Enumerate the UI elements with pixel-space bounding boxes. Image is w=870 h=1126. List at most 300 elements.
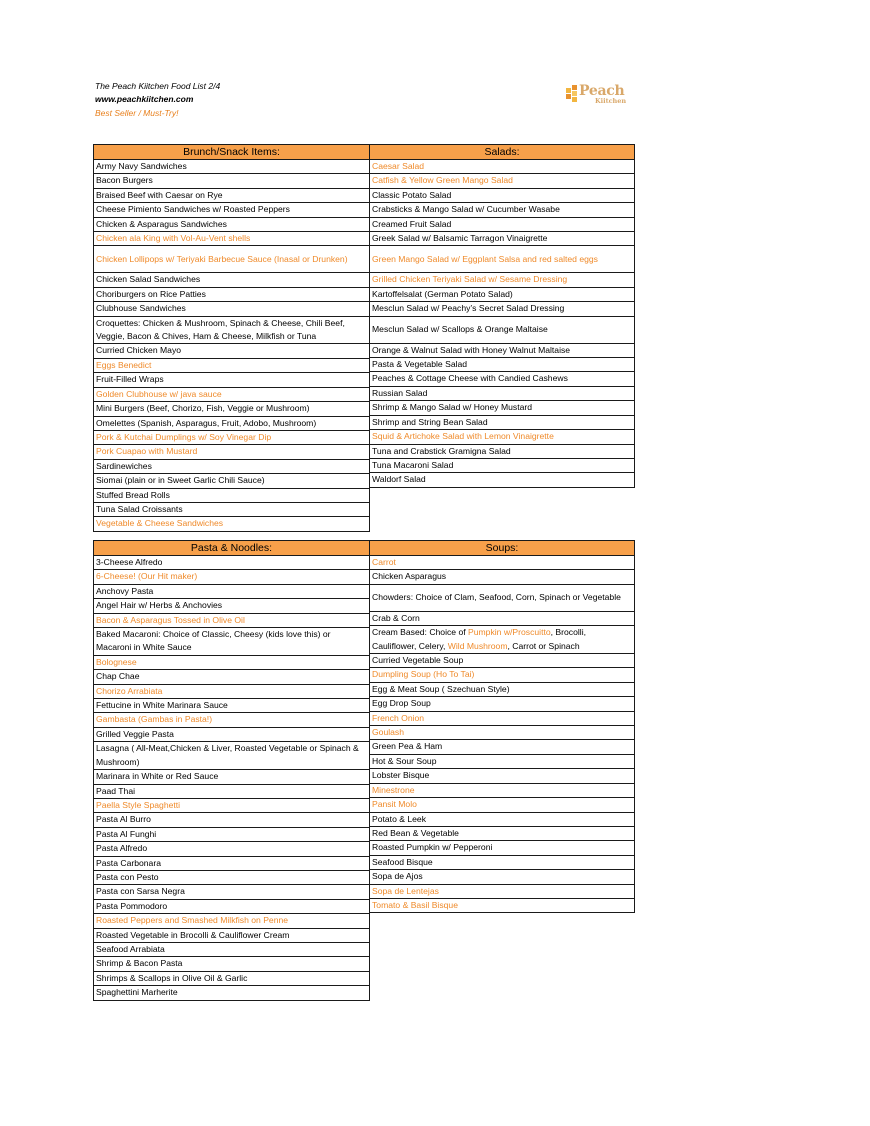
brunch-item-text [94, 416, 370, 430]
item-text-segment: Chicken Salad Sandwiches [96, 274, 201, 285]
pasta-item-text [94, 827, 370, 841]
pasta-item [94, 813, 370, 827]
peach-kitchen-logo [565, 82, 625, 108]
brunch-item-text [94, 188, 370, 202]
pasta-item-text [94, 770, 370, 784]
salad-item [370, 386, 635, 400]
item-text-segment: Pork & Kutchai Dumplings w/ Soy Vinegar Dip [96, 431, 272, 442]
brunch-item [94, 174, 370, 188]
salad-item [370, 217, 635, 231]
brunch-item-text [94, 232, 370, 246]
salad-item-text [370, 401, 635, 415]
item-text-segment: Minestrone [372, 784, 415, 795]
brunch-item-text [94, 474, 370, 488]
brunch-item [94, 488, 370, 502]
pasta-item [94, 870, 370, 884]
item-text-segment: Eggs Benedict [96, 359, 152, 370]
salad-item-text [370, 246, 635, 273]
item-text-segment: Cream Based: Choice of [372, 627, 469, 638]
item-text-segment: Pasta con Pesto [96, 871, 159, 882]
soup-item [370, 798, 635, 812]
item-text-segment: Gambasta (Gambas in Pasta!) [96, 714, 213, 725]
item-text-segment: Paad Thai [96, 785, 136, 796]
pasta-item [94, 971, 370, 985]
item-text-segment: Creamed Fruit Salad [372, 218, 452, 229]
item-text-segment: Wild Mushroom [447, 640, 508, 651]
item-text-segment: Marinara in White or Red Sauce [96, 771, 219, 782]
item-text-segment: Chicken Asparagus [372, 571, 447, 582]
pasta-item-text [94, 556, 370, 570]
item-text-segment: Grilled Veggie Pasta [96, 728, 174, 739]
item-text-segment: Green Pea & Ham [372, 741, 443, 752]
salad-item-text [370, 188, 635, 202]
brunch-item [94, 316, 370, 344]
soup-item-text [370, 884, 635, 898]
brunch-item [94, 287, 370, 301]
item-text-segment: Orange & Walnut Salad with Honey Walnut Maltaise [372, 344, 571, 355]
brunch-item-text [94, 502, 370, 516]
brunch-item [94, 430, 370, 444]
best-seller-legend: Best Seller / Must-Try! [95, 108, 179, 118]
pasta-item-text [94, 570, 370, 584]
item-text-segment: Egg & Meat Soup ( Szechuan Style) [372, 683, 510, 694]
item-text-segment: Seafood Bisque [372, 856, 433, 867]
item-text-segment: Seafood Arrabiata [96, 943, 165, 954]
brunch-item [94, 203, 370, 217]
soup-item-text [370, 611, 635, 625]
pasta-item-text [94, 613, 370, 627]
pasta-item-text [94, 742, 370, 770]
pasta-item-text [94, 727, 370, 741]
salad-item [370, 358, 635, 372]
item-text-segment: Curried Chicken Mayo [96, 345, 182, 356]
pasta-header: Pasta & Noodles: [94, 541, 370, 556]
item-text-segment: Bacon Burgers [96, 175, 153, 186]
brunch-item [94, 188, 370, 202]
salad-item [370, 401, 635, 415]
pasta-item [94, 899, 370, 913]
item-text-segment: Roasted Peppers and Smashed Milkfish on Penne [96, 915, 289, 926]
pasta-item [94, 670, 370, 684]
soup-item [370, 697, 635, 711]
item-text-segment: Shrimp & Bacon Pasta [96, 958, 183, 969]
pasta-item [94, 655, 370, 669]
salad-item [370, 444, 635, 458]
salad-item [370, 458, 635, 472]
item-text-segment: Fruit-Filled Wraps [96, 374, 164, 385]
pasta-item-text [94, 914, 370, 928]
pasta-item-text [94, 628, 370, 656]
item-text-segment: Shrimps & Scallops in Olive Oil & Garlic [96, 972, 248, 983]
salad-item-text [370, 316, 635, 343]
pasta-item [94, 684, 370, 698]
item-text-segment: Anchovy Pasta [96, 585, 154, 596]
item-text-segment: Classic Potato Salad [372, 189, 452, 200]
item-text-segment: Crab & Corn [372, 612, 420, 623]
item-text-segment: French Onion [372, 712, 425, 723]
pasta-item-text [94, 713, 370, 727]
soup-item-text [370, 769, 635, 783]
brunch-item-text [94, 246, 370, 273]
pasta-item-text [94, 856, 370, 870]
pasta-item-text [94, 957, 370, 971]
soup-item [370, 584, 635, 611]
item-text-segment: Choriburgers on Rice Patties [96, 288, 206, 299]
pasta-item-text [94, 599, 370, 613]
item-text-segment: Lobster Bisque [372, 770, 430, 781]
brunch-item-text [94, 459, 370, 473]
salad-item [370, 174, 635, 188]
pasta-item [94, 885, 370, 899]
item-text-segment: Squid & Artichoke Salad with Lemon Vinaigrette [372, 431, 554, 442]
brunch-item [94, 445, 370, 459]
pasta-item-text [94, 928, 370, 942]
salad-item-text [370, 473, 635, 487]
item-text-segment: Spaghettini Marherite [96, 987, 178, 998]
item-text-segment: Tuna Salad Croissants [96, 503, 183, 514]
item-text-segment: Tomato & Basil Bisque [372, 899, 458, 910]
brunch-item [94, 373, 370, 387]
pasta-item [94, 713, 370, 727]
brunch-item [94, 517, 370, 531]
logo-text-peach: Peach [579, 83, 625, 99]
pasta-item [94, 928, 370, 942]
salad-item [370, 430, 635, 444]
item-text-segment: Shrimp and String Bean Salad [372, 416, 488, 427]
pasta-item-text [94, 942, 370, 956]
pasta-item-text [94, 986, 370, 1000]
pasta-item [94, 798, 370, 812]
brunch-item [94, 232, 370, 246]
item-text-segment: Pasta & Vegetable Salad [372, 359, 468, 370]
soup-item [370, 626, 635, 654]
soup-item-text [370, 556, 635, 570]
soup-item-text [370, 726, 635, 740]
salad-item-text [370, 430, 635, 444]
item-text-segment: Roasted Pumpkin w/ Pepperoni [372, 842, 493, 853]
brunch-item [94, 358, 370, 372]
soup-item [370, 754, 635, 768]
salad-item [370, 473, 635, 487]
soup-item [370, 611, 635, 625]
item-text-segment: Cheese Pimiento Sandwiches w/ Roasted Peppers [96, 204, 290, 215]
item-text-segment: Russian Salad [372, 387, 428, 398]
salad-item-text [370, 458, 635, 472]
item-text-segment: Chowders: Choice of Clam, Seafood, Corn, Spinach or Vegetable [372, 592, 621, 603]
pasta-item [94, 770, 370, 784]
item-text-segment: Braised Beef with Caesar on Rye [96, 189, 223, 200]
brunch-item-text [94, 387, 370, 401]
item-text-segment: Goulash [372, 727, 405, 738]
item-text-segment: Red Bean & Vegetable [372, 827, 459, 838]
item-text-segment: Chicken & Asparagus Sandwiches [96, 218, 227, 229]
brunch-item [94, 459, 370, 473]
item-text-segment: Pork Cuapao with Mustard [96, 446, 198, 457]
pasta-item [94, 556, 370, 570]
soup-item [370, 711, 635, 725]
item-text-segment: Dumpling Soup (Ho To Tai) [372, 669, 475, 680]
item-text-segment: Tuna Macaroni Salad [372, 459, 454, 470]
soup-item-text [370, 812, 635, 826]
salad-item [370, 203, 635, 217]
brunch-item-text [94, 160, 370, 174]
brunch-item [94, 344, 370, 358]
pasta-item-text [94, 699, 370, 713]
soup-item-text [370, 826, 635, 840]
logo-mark-icon [565, 85, 579, 103]
brunch-item-text [94, 316, 370, 344]
soup-item [370, 898, 635, 912]
brunch-item-text [94, 358, 370, 372]
soup-item [370, 740, 635, 754]
brunch-header: Brunch/Snack Items: [94, 145, 370, 160]
item-text-segment: Catfish & Yellow Green Mango Salad [372, 175, 513, 186]
item-text-segment: Sardinewiches [96, 460, 152, 471]
pasta-item [94, 599, 370, 613]
pasta-item [94, 827, 370, 841]
item-text-segment: Chorizo Arrabiata [96, 685, 163, 696]
item-text-segment: Egg Drop Soup [372, 698, 431, 709]
brunch-item-text [94, 203, 370, 217]
brunch-item-text [94, 344, 370, 358]
pasta-item-text [94, 584, 370, 598]
soup-item [370, 783, 635, 797]
pasta-item-text [94, 784, 370, 798]
soup-item-text [370, 898, 635, 912]
pasta-item-text [94, 684, 370, 698]
item-text-segment: Peaches & Cottage Cheese with Candied Cashews [372, 373, 568, 384]
item-text-segment: Caesar Salad [372, 161, 425, 171]
item-text-segment: Roasted Vegetable in Brocolli & Cauliflower Cream [96, 929, 290, 940]
item-text-segment: Stuffed Bread Rolls [96, 489, 170, 500]
document-title: The Peach Kiitchen Food List 2/4 [95, 81, 221, 91]
pasta-item-text [94, 885, 370, 899]
soup-item-text [370, 668, 635, 682]
item-text-segment: Pasta Al Funghi [96, 828, 157, 839]
salad-item [370, 287, 635, 301]
soup-item [370, 870, 635, 884]
item-text-segment: Bacon & Asparagus Tossed in Olive Oil [96, 614, 245, 625]
item-text-segment: Sopa de Ajos [372, 871, 423, 882]
pasta-item [94, 986, 370, 1000]
item-text-segment: Curried Vegetable Soup [372, 655, 464, 666]
item-text-segment: Hot & Sour Soup [372, 755, 437, 766]
logo-text-kiitchen: Kiitchen [595, 97, 627, 105]
pasta-item-text [94, 670, 370, 684]
item-text-segment: Waldorf Salad [372, 474, 426, 485]
item-text-segment: Clubhouse Sandwiches [96, 303, 186, 314]
item-text-segment: Mesclun Salad w/ Scallops & Orange Maltaise [372, 323, 548, 334]
item-text-segment: Fettucine in White Marinara Sauce [96, 700, 228, 711]
soup-item-text [370, 870, 635, 884]
salad-item-text [370, 444, 635, 458]
item-text-segment: Pasta con Sarsa Negra [96, 886, 185, 897]
soup-item-text [370, 783, 635, 797]
salad-item [370, 273, 635, 287]
salad-item-text [370, 386, 635, 400]
brunch-item-text [94, 488, 370, 502]
soup-item-text [370, 682, 635, 696]
brunch-item [94, 402, 370, 416]
soups-header: Soups: [370, 541, 635, 556]
item-text-segment: Siomai (plain or in Sweet Garlic Chili Sauce) [96, 475, 265, 486]
salad-item-text [370, 217, 635, 231]
soup-item-text [370, 740, 635, 754]
brunch-item [94, 246, 370, 273]
brunch-item [94, 302, 370, 316]
pasta-item [94, 628, 370, 656]
item-text-segment: Pasta Pommodoro [96, 900, 168, 911]
pasta-item [94, 942, 370, 956]
brunch-item [94, 502, 370, 516]
brunch-item-text [94, 402, 370, 416]
pasta-item-text [94, 655, 370, 669]
item-text-segment: Kartoffelsalat (German Potato Salad) [372, 288, 513, 299]
item-text-segment: Green Mango Salad w/ Eggplant Salsa and red salted eggs [372, 253, 598, 264]
soup-item-text [370, 798, 635, 812]
salad-item [370, 188, 635, 202]
pasta-item-text [94, 842, 370, 856]
brunch-snack-table [93, 144, 370, 532]
salad-item-text [370, 372, 635, 386]
pasta-noodles-table [93, 540, 370, 1001]
salad-item [370, 232, 635, 246]
soup-item [370, 826, 635, 840]
salad-item [370, 246, 635, 273]
salad-item-text [370, 232, 635, 246]
item-text-segment: Crabsticks & Mango Salad w/ Cucumber Wasabe [372, 204, 560, 215]
soup-item [370, 812, 635, 826]
soup-item-text [370, 570, 635, 584]
salad-item-text [370, 273, 635, 287]
brunch-item-text [94, 430, 370, 444]
salad-item-text [370, 203, 635, 217]
brunch-item-text [94, 174, 370, 188]
soups-table [369, 540, 635, 913]
salad-item-text [370, 287, 635, 301]
item-text-segment: Pansit Molo [372, 799, 417, 810]
pasta-item [94, 784, 370, 798]
soup-item-text [370, 841, 635, 855]
brunch-item [94, 474, 370, 488]
item-text-segment: Grilled Chicken Teriyaki Salad w/ Sesame Dressing [372, 274, 568, 285]
item-text-segment: Tuna and Crabstick Gramigna Salad [372, 445, 511, 456]
brunch-item-text [94, 287, 370, 301]
soup-item-text [370, 697, 635, 711]
pasta-item [94, 699, 370, 713]
pasta-item [94, 727, 370, 741]
soup-item [370, 841, 635, 855]
brunch-item-text [94, 445, 370, 459]
soup-item-text [370, 754, 635, 768]
salad-item-text [370, 302, 635, 316]
soup-item [370, 855, 635, 869]
salads-header: Salads: [370, 145, 635, 160]
brunch-item-text [94, 217, 370, 231]
item-text-segment: Paella Style Spaghetti [96, 799, 181, 810]
item-text-segment: Shrimp & Mango Salad w/ Honey Mustard [372, 402, 533, 413]
pasta-item-text [94, 798, 370, 812]
salads-table [369, 144, 635, 488]
salad-item-text [370, 343, 635, 357]
brunch-item-text [94, 517, 370, 531]
brunch-item [94, 273, 370, 287]
item-text-segment: , Carrot or Spinach [507, 640, 580, 651]
item-text-segment: Carrot [372, 557, 396, 567]
item-text-segment: Vegetable & Cheese Sandwiches [96, 518, 224, 529]
pasta-item-text [94, 813, 370, 827]
soup-item-text [370, 626, 635, 654]
salad-item [370, 343, 635, 357]
item-text-segment: Chap Chae [96, 671, 140, 682]
website-url[interactable]: www.peachkiitchen.com [95, 94, 194, 104]
brunch-item-text [94, 273, 370, 287]
pasta-item-text [94, 870, 370, 884]
brunch-item-text [94, 302, 370, 316]
item-text-segment: Omelettes (Spanish, Asparagus, Fruit, Adobo, Mushroom) [96, 417, 317, 428]
soup-item [370, 769, 635, 783]
pasta-item-text [94, 971, 370, 985]
salad-item [370, 160, 635, 174]
item-text-segment: Potato & Leek [372, 813, 426, 824]
salad-item [370, 415, 635, 429]
pasta-item [94, 914, 370, 928]
salad-item [370, 372, 635, 386]
pasta-item [94, 570, 370, 584]
pasta-item [94, 957, 370, 971]
item-text-segment: Sopa de Lentejas [372, 885, 439, 896]
brunch-item-text [94, 373, 370, 387]
item-text-segment: Mesclun Salad w/ Peachy’s Secret Salad Dressing [372, 303, 565, 314]
soup-item [370, 654, 635, 668]
item-text-segment: Lasagna ( All-Meat,Chicken & Liver, Roasted Vegetable or Spinach & Mushroom) [96, 743, 359, 767]
item-text-segment: Chicken Lollipops w/ Teriyaki Barbecue Sauce (Inasal or Drunken) [96, 253, 348, 264]
brunch-item [94, 387, 370, 401]
salad-item [370, 302, 635, 316]
item-text-segment: Bolognese [96, 656, 137, 667]
item-text-segment: Baked Macaroni: Choice of Classic, Cheesy (kids love this) or Macaroni in White Sauce [96, 629, 331, 653]
item-text-segment: Pasta Alfredo [96, 843, 148, 854]
soup-item-text [370, 855, 635, 869]
item-text-segment: 6-Cheese! (Our Hit maker) [96, 571, 198, 582]
soup-item [370, 570, 635, 584]
item-text-segment: Greek Salad w/ Balsamic Tarragon Vinaigrette [372, 233, 548, 244]
item-text-segment: Pumpkin w/Proscuitto [468, 627, 551, 638]
item-text-segment: Mini Burgers (Beef, Chorizo, Fish, Veggie or Mushroom) [96, 403, 310, 414]
salad-item-text [370, 358, 635, 372]
item-text-segment: Angel Hair w/ Herbs & Anchovies [96, 600, 223, 611]
soup-item [370, 884, 635, 898]
item-text-segment: 3-Cheese Alfredo [96, 557, 163, 567]
pasta-item [94, 842, 370, 856]
soup-item-text [370, 584, 635, 611]
item-text-segment: Army Navy Sandwiches [96, 161, 187, 171]
soup-item [370, 726, 635, 740]
pasta-item-text [94, 899, 370, 913]
soup-item [370, 682, 635, 696]
salad-item-text [370, 174, 635, 188]
item-text-segment: , Brocolli, Cauliflower, Celery, [372, 627, 586, 651]
item-text-segment: Pasta Carbonara [96, 857, 161, 868]
item-text-segment: Chicken ala King with Vol-Au-Vent shells [96, 233, 251, 244]
item-text-segment: Pasta Al Burro [96, 814, 151, 825]
soup-item-text [370, 711, 635, 725]
brunch-item [94, 416, 370, 430]
brunch-item [94, 217, 370, 231]
soup-item [370, 556, 635, 570]
salad-item-text [370, 415, 635, 429]
pasta-item [94, 584, 370, 598]
